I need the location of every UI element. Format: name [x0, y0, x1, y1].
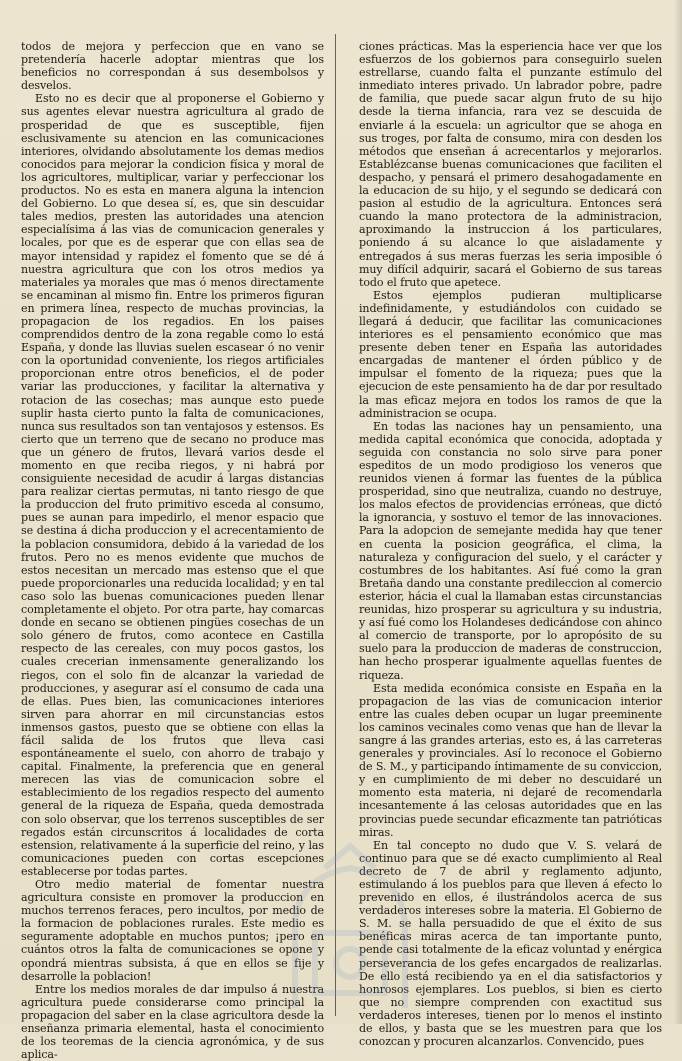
column-divider	[335, 34, 336, 1016]
paragraph: Otro medio material de fomentar nuestra agricultura consiste en promover la produccion en muchos terrenos feraces, pero incultos, por medio de la formacion de poblaciones rurales. Este medio es seguramente adoptable en muchos puntos; ¡pero en cuántos otros la falta de comunicaciones se opone y opondrá mientras subsista, á que en ellos se fije y desarrolle la poblacion!	[21, 878, 324, 983]
page-edge-shadow	[674, 0, 682, 1024]
left-text-column	[21, 40, 324, 1061]
paragraph: En tal concepto no dudo que V. S. velará de continuo para que se dé exacto cumplimiento al Real decreto de 7 de abril y reglamento adjunto, estimulando á los pueblos para que lleven á efecto lo prevenido en ellos, é ilustrándolos acerca de sus verdaderos intereses sobre la materia. El Gobierno de S. M. se halla persuadido de que el éxito de sus benéficas miras acerca de tan importante punto, pende casi totalmente de la eficaz voluntad y enérgica perseverancia de los gefes encargados de realizarlas. De ello está recibiendo ya en el dia satisfactorios y honrosos ejemplares. Los pueblos, si bien es cierto que no siempre comprenden con exactitud sus verdaderos intereses, tienen por lo menos el instinto de ellos, y basta que se les muestren para que los conozcan y procuren alcanzarlos. Convencido, pues	[359, 838, 662, 1049]
paragraph: Estos ejemplos pudieran multiplicarse indefinidamente, y estudiándolos con cuidado se llegará á deducir, que facilitar las comunicaciones interiores es el pensamiento económico que mas presente deben tener en España las autoridades encargadas de mantener el órden público y de impulsar el fomento de la riqueza; pues que la ejecucion de este pensamiento ha de dar por resultado la mas eficaz mejora en todos los ramos de que la administracion se ocupa.	[359, 288, 662, 420]
paragraph: Esta medida económica consiste en España en la propagacion de las vias de comunicacion interior entre las cuales deben ocupar un lugar preeminente los caminos vecinales como venas que han de llevar la sangre á las grandes arterias, esto es, á las carreteras generales y provinciales. Así lo reconoce el Gobierno de S. M., y participando íntimamente de su conviccion, y en cumplimiento de mi deber no descuidaré un momento esta materia, ni dejaré de recomendarla incesantemente á las celosas autoridades que en las provincias puede secundar eficazmente tan patrióticas miras.	[359, 681, 662, 839]
paragraph: todos de mejora y perfeccion que en vano se pretendería hacerle adoptar mientras que los beneficios no correspondan á sus desembolsos y desvelos.	[21, 40, 324, 93]
paragraph: ciones prácticas. Mas la esperiencia hace ver que los esfuerzos de los gobiernos para conseguirlo suelen estrellarse, cuando falta el punzante estímulo del inmediato interes privado. Un labrador pobre, padre de familia, que puede sacar algun fruto de su hijo desde la tierna infancia, rara vez se descuida de enviarle á la escuela: un agricultor que se ahoga en sus troges, por falta de consumo, mira con desden los métodos que enseñan á acrecentarlos y mejorarlos. Establézcanse buenas comunicaciones que faciliten el despacho, y pensará el primero desahogadamente en la educacion de su hijo, y el segundo se dedicará con pasion al estudio de la agricultura. Entonces será cuando la mano protectora de la administracion, aproximando la instruccion á los particulares, poniendo á su alcance lo que aisladamente y entregados á sus meras fuerzas les seria imposible ó muy difícil adquirir, sacará el Gobierno de sus tareas todo el fruto que apetece.	[359, 40, 662, 289]
paragraph: Entre los medios morales de dar impulso á nuestra agricultura puede considerarse como principal la propagacion del saber en la clase agricultora desde la enseñanza primaria elemental, hasta el conocimiento de los teoremas de la ciencia agronómica, y de sus aplica-	[21, 982, 324, 1061]
right-text-column	[359, 40, 662, 1048]
paragraph: En todas las naciones hay un pensamiento, una medida capital económica que conocida, adoptada y seguida con constancia no solo sirve para poner espeditos de un modo prodigioso los veneros que reunidos vienen á formar las fuentes de la pública prosperidad, sino que neutraliza, cuando no destruye, los malos efectos de providencias erróneas, que dictó la ignorancia, y sostuvo el temor de las innovaciones. Para la adopcion de semejante medida hay que tener en cuenta la posicion geográfica, el clima, la naturaleza y configuracion del suelo, y el carácter y costumbres de los habitantes. Así fué como la gran Bretaña dando una constante predileccion al comercio esterior, hácia el cual la llamaban estas circunstancias reunidas, hizo prosperar su agricultura y su industria, y así fué como los Holandeses dedicándose con ahinco al comercio de transporte, por lo apropósito de su suelo para la produccion de maderas de construccion, han hecho prosperar igualmente aquellas fuentes de riqueza.	[359, 419, 662, 682]
paragraph: Esto no es decir que al proponerse el Gobierno y sus agentes elevar nuestra agricultura al grado de prosperidad de que es susceptible, fijen esclusivamente su atencion en las comunicaciones interiores, olvidando absolutamente los demas medios conocidos para mejorar la condicion física y moral de los agricultores, multiplicar, variar y perfeccionar los productos. No es esta en manera alguna la intencion del Gobierno. Lo que desea sí, es, que sin descuidar tales medios, presten las autoridades una atencion especialísima á las vias de comunicacion generales y locales, por que es de esperar que con ellas sea de mayor intensidad y rapidez el fomento que se dé á nuestra agricultura que con los otros medios ya materiales ya morales que mas ó menos directamente se encaminan al mismo fin. Entre los primeros figuran en primera línea, respecto de muchas provincias, la propagacion de los regadios. En los paises comprendidos dentro de la zona regable como lo está España, y donde las lluvias suelen escasear ó no venir con la oportunidad conveniente, los riegos artificiales proporcionan entre otros beneficios, el de poder variar las producciones, y facilitar la alternativa y rotacion de las cosechas; mas aunque esto puede suplir hasta cierto punto la falta de comunicaciones, nunca sus resultados son tan ventajosos y estensos. Es cierto que un terreno que de secano no produce mas que un género de frutos, llevará varios desde el momento en que reciba riegos, y ni habrá por consiguiente necesidad de acudir á largas distancias para realizar ciertas permutas, ni tanto riesgo de que la produccion del fruto primitivo esceda al consumo, pues se aunan para impedirlo, el menor espacio que se destina á dicha produccion y el acrecentamiento de la poblacion consumidora, debido á la variedad de los frutos. Pero no es menos evidente que muchos de estos necesitan un mercado mas estenso que el que puede proporcionarles una reducida localidad; y en tal caso solo las buenas comunicaciones pueden llenar completamente el objeto. Por otra parte, hay comarcas donde en secano se obtienen pingües cosechas de un solo género de frutos, como acontece en Castilla respecto de las cereales, con muy pocos gastos, los cuales crecerian inmensamente generalizando los riegos, con el solo fin de alcanzar la variedad de producciones, y asegurar así el consumo de cada una de ellas. Pues bien, las comunicaciones interiores sirven para ahorrar en mil circunstancias estos inmensos gastos, puesto que se obtiene con ellas la fácil salida de los frutos que lleva casi espontáneamente el suelo, con ahorro de trabajo y capital. Finalmente, la preferencia que en general merecen las vias de comunicacion sobre el establecimiento de los regadios respecto del aumento general de la riqueza de España, queda demostrada con solo observar, que los terrenos susceptibles de ser regados están circunscritos á localidades de corta estension, relativamente á la superficie del reino, y las comunicaciones pueden con cortas escepciones establecerse por todas partes.	[21, 92, 324, 878]
